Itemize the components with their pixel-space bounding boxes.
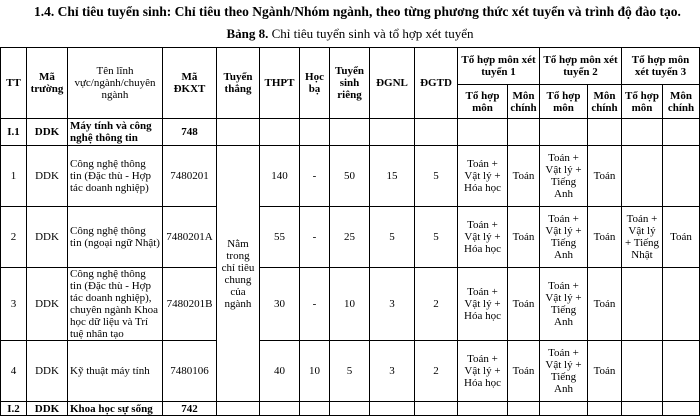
- header-tt: TT: [1, 48, 27, 119]
- cell: [540, 119, 588, 146]
- row-ma: DDK: [27, 341, 68, 402]
- row-mon-chinh-1: Toán: [508, 268, 540, 341]
- table-row: [1, 207, 700, 268]
- row-to-hop-3: [622, 268, 663, 341]
- row-ma: DDK: [27, 146, 68, 207]
- cell: [540, 402, 588, 416]
- row-ma-dkxt: 7480201: [163, 146, 217, 207]
- row-mon-chinh-2: Toán: [588, 268, 622, 341]
- row-tt: 1: [1, 146, 27, 207]
- row-mon-chinh-1: Toán: [508, 146, 540, 207]
- admission-quota-table: [0, 47, 700, 416]
- header-to-hop-3: Tổ hợp môn xét tuyển 3: [622, 48, 700, 85]
- header-to-hop-mon-1: Tổ hợp môn: [458, 85, 508, 119]
- row-dgnl: 3: [370, 341, 415, 402]
- header-mon-chinh-2: Môn chính: [588, 85, 622, 119]
- group-row-2: [1, 402, 700, 416]
- header-tuyen-thang: Tuyển thẳng: [217, 48, 260, 119]
- caption-text: Chỉ tiêu tuyển sinh và tổ hợp xét tuyển: [268, 26, 474, 41]
- row-mon-chinh-2: Toán: [588, 341, 622, 402]
- group-ma: DDK: [27, 119, 68, 146]
- group-ma: DDK: [27, 402, 68, 416]
- cell: [330, 119, 370, 146]
- row-mon-chinh-1: Toán: [508, 341, 540, 402]
- row-to-hop-1: Toán + Vật lý + Hóa học: [458, 207, 508, 268]
- row-to-hop-3: [622, 341, 663, 402]
- row-thpt: 55: [260, 207, 300, 268]
- row-hoc-ba: -: [300, 146, 330, 207]
- header-dgtd: ĐGTD: [415, 48, 458, 119]
- header-tuyen-sinh-rieng: Tuyển sinh riêng: [330, 48, 370, 119]
- row-to-hop-3: [622, 146, 663, 207]
- row-to-hop-1: Toán + Vật lý + Hóa học: [458, 341, 508, 402]
- group-tt: I.2: [1, 402, 27, 416]
- table-row: [1, 341, 700, 402]
- tuyen-thang-merged: Nằm trong chỉ tiêu chung của ngành: [217, 146, 260, 402]
- row-rieng: 25: [330, 207, 370, 268]
- cell: [663, 119, 700, 146]
- header-dgnl: ĐGNL: [370, 48, 415, 119]
- cell: [458, 402, 508, 416]
- row-to-hop-2: Toán + Vật lý + Tiếng Anh: [540, 268, 588, 341]
- row-mon-chinh-3: Toán: [663, 207, 700, 268]
- row-mon-chinh-2: Toán: [588, 146, 622, 207]
- row-tt: 3: [1, 268, 27, 341]
- table-caption: [0, 26, 700, 42]
- row-dgnl: 5: [370, 207, 415, 268]
- header-mon-chinh-1: Môn chính: [508, 85, 540, 119]
- group-row-1: [1, 119, 700, 146]
- row-dgnl: 15: [370, 146, 415, 207]
- row-dgtd: 5: [415, 207, 458, 268]
- row-ten-nganh: Kỹ thuật máy tính: [68, 341, 163, 402]
- header-ten-nganh: Tên lĩnh vực/ngành/chuyên ngành: [68, 48, 163, 119]
- row-ma-dkxt: 7480106: [163, 341, 217, 402]
- group-name: Máy tính và công nghệ thông tin: [68, 119, 163, 146]
- row-to-hop-3: Toán + Vật lý + Tiếng Nhật: [622, 207, 663, 268]
- row-ma-dkxt: 7480201A: [163, 207, 217, 268]
- group-tt: I.1: [1, 119, 27, 146]
- cell: [217, 119, 260, 146]
- row-mon-chinh-3: [663, 146, 700, 207]
- row-thpt: 140: [260, 146, 300, 207]
- row-dgtd: 2: [415, 268, 458, 341]
- row-mon-chinh-1: Toán: [508, 207, 540, 268]
- row-thpt: 30: [260, 268, 300, 341]
- row-ten-nganh: Công nghệ thông tin (Đặc thù - Hợp tác doanh nghiệp), chuyên ngành Khoa học dữ liệu và Trí tuệ nhân tạo: [68, 268, 163, 341]
- row-to-hop-2: Toán + Vật lý + Tiếng Anh: [540, 341, 588, 402]
- row-dgtd: 5: [415, 146, 458, 207]
- header-hoc-ba: Học bạ: [300, 48, 330, 119]
- cell: [300, 119, 330, 146]
- cell: [508, 402, 540, 416]
- cell: [260, 119, 300, 146]
- cell: [622, 402, 663, 416]
- row-ma: DDK: [27, 268, 68, 341]
- row-to-hop-2: Toán + Vật lý + Tiếng Anh: [540, 207, 588, 268]
- row-mon-chinh-3: [663, 268, 700, 341]
- group-total: 748: [163, 119, 217, 146]
- cell: [300, 402, 330, 416]
- header-mon-chinh-3: Môn chính: [663, 85, 700, 119]
- header-to-hop-mon-2: Tổ hợp môn: [540, 85, 588, 119]
- row-thpt: 40: [260, 341, 300, 402]
- header-row-1: [1, 48, 700, 85]
- cell: [260, 402, 300, 416]
- row-mon-chinh-3: [663, 341, 700, 402]
- table-row: [1, 146, 700, 207]
- header-thpt: THPT: [260, 48, 300, 119]
- row-hoc-ba: 10: [300, 341, 330, 402]
- header-to-hop-2: Tổ hợp môn xét tuyển 2: [540, 48, 622, 85]
- row-rieng: 10: [330, 268, 370, 341]
- section-heading: 1.4. Chỉ tiêu tuyển sinh: Chỉ tiêu theo Ngành/Nhóm ngành, theo từng phương thức xét tuyển và trình độ đào tạo.: [34, 4, 681, 19]
- cell: [370, 402, 415, 416]
- row-mon-chinh-2: Toán: [588, 207, 622, 268]
- cell: [622, 119, 663, 146]
- header-ma-truong: Mã trường: [27, 48, 68, 119]
- cell: [588, 119, 622, 146]
- row-tt: 4: [1, 341, 27, 402]
- cell: [663, 402, 700, 416]
- group-name: Khoa học sự sống: [68, 402, 163, 416]
- table-row: [1, 268, 700, 341]
- cell: [415, 402, 458, 416]
- cell: [508, 119, 540, 146]
- cell: [370, 119, 415, 146]
- row-hoc-ba: -: [300, 207, 330, 268]
- row-ma: DDK: [27, 207, 68, 268]
- row-hoc-ba: -: [300, 268, 330, 341]
- header-to-hop-mon-3: Tổ hợp môn: [622, 85, 663, 119]
- row-ten-nganh: Công nghệ thông tin (ngoại ngữ Nhật): [68, 207, 163, 268]
- group-total: 742: [163, 402, 217, 416]
- cell: [330, 402, 370, 416]
- caption-label: Bảng 8.: [226, 26, 269, 41]
- row-to-hop-2: Toán + Vật lý + Tiếng Anh: [540, 146, 588, 207]
- row-dgtd: 2: [415, 341, 458, 402]
- cell: [458, 119, 508, 146]
- row-rieng: 5: [330, 341, 370, 402]
- row-tt: 2: [1, 207, 27, 268]
- row-to-hop-1: Toán + Vật lý + Hóa học: [458, 268, 508, 341]
- row-to-hop-1: Toán + Vật lý + Hóa học: [458, 146, 508, 207]
- header-to-hop-1: Tổ hợp môn xét tuyển 1: [458, 48, 540, 85]
- row-dgnl: 3: [370, 268, 415, 341]
- cell: [415, 119, 458, 146]
- header-ma-dkxt: Mã ĐKXT: [163, 48, 217, 119]
- row-ma-dkxt: 7480201B: [163, 268, 217, 341]
- row-ten-nganh: Công nghệ thông tin (Đặc thù - Hợp tác doanh nghiệp): [68, 146, 163, 207]
- cell: [217, 402, 260, 416]
- row-rieng: 50: [330, 146, 370, 207]
- cell: [588, 402, 622, 416]
